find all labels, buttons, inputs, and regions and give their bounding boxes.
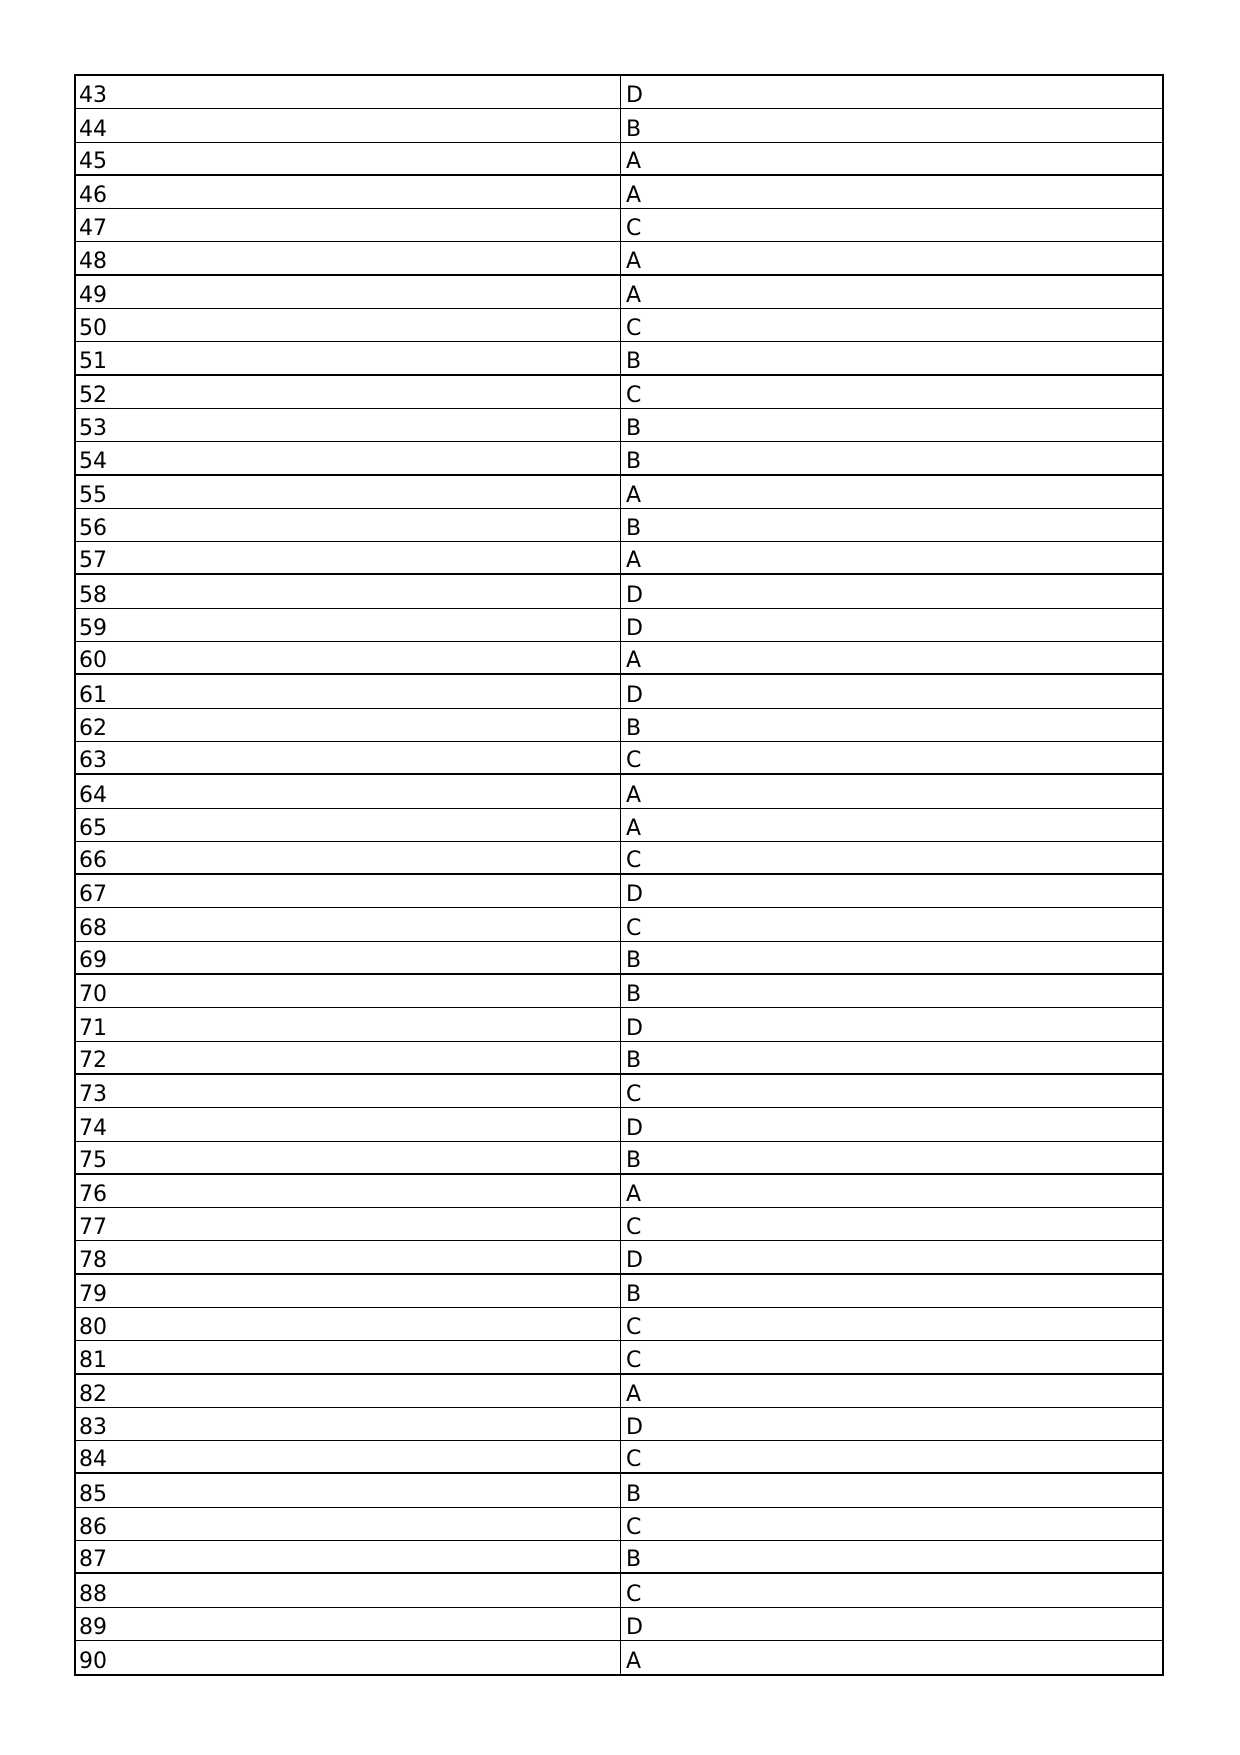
- table-row: [76, 875, 1162, 908]
- table-row: [76, 542, 1162, 575]
- question-number-cell: 60: [76, 642, 621, 673]
- answer-cell: A: [626, 1649, 642, 1675]
- table-row: [76, 376, 1162, 409]
- question-number-cell: 46: [76, 176, 621, 208]
- table-row: [76, 575, 1162, 608]
- answer-cell: A: [626, 548, 642, 574]
- question-number-cell: 79: [76, 1275, 621, 1307]
- question-number-cell: 74: [76, 1108, 621, 1140]
- answer-key-table: [74, 74, 1164, 1676]
- answer-cell: B: [626, 715, 642, 741]
- answer-cell: B: [626, 1147, 642, 1173]
- answer-cell: C: [626, 1447, 642, 1473]
- table-row: [76, 642, 1162, 675]
- question-number-cell: 84: [76, 1441, 621, 1472]
- table-row: [76, 1075, 1162, 1108]
- question-number-cell: 87: [76, 1541, 621, 1572]
- question-number-cell: 88: [76, 1574, 621, 1606]
- answer-cell: B: [626, 948, 642, 974]
- table-row: [76, 1574, 1162, 1607]
- question-number-cell: 51: [76, 342, 621, 373]
- question-number-cell: 83: [76, 1408, 621, 1440]
- table-row: [76, 709, 1162, 742]
- answer-cell: B: [626, 1547, 642, 1573]
- question-number-cell: 55: [76, 476, 621, 508]
- question-number-cell: 49: [76, 276, 621, 308]
- answer-cell: D: [626, 1614, 643, 1640]
- question-number-cell: 73: [76, 1075, 621, 1107]
- question-number-cell: 68: [76, 908, 621, 940]
- table-row: [76, 1341, 1162, 1374]
- question-number-cell: 72: [76, 1042, 621, 1073]
- table-row: [76, 842, 1162, 875]
- table-row: [76, 1175, 1162, 1208]
- table-row: [76, 1608, 1162, 1641]
- answer-cell: D: [626, 682, 643, 708]
- question-number-cell: 43: [76, 76, 621, 108]
- question-number-cell: 57: [76, 542, 621, 573]
- question-number-cell: 66: [76, 842, 621, 873]
- answer-cell: C: [626, 915, 642, 941]
- answer-cell: C: [626, 1347, 642, 1373]
- question-number-cell: 56: [76, 509, 621, 541]
- answer-cell: C: [626, 1315, 642, 1341]
- table-row: [76, 775, 1162, 808]
- table-row: [76, 309, 1162, 342]
- question-number-cell: 86: [76, 1508, 621, 1540]
- table-row: [76, 1541, 1162, 1574]
- question-number-cell: 67: [76, 875, 621, 907]
- question-number-cell: 45: [76, 143, 621, 174]
- answer-cell: D: [626, 1415, 643, 1441]
- table-row: [76, 1275, 1162, 1308]
- answer-cell: D: [626, 1115, 643, 1141]
- answer-cell: D: [626, 1247, 643, 1273]
- answer-cell: B: [626, 982, 642, 1008]
- question-number-cell: 44: [76, 109, 621, 141]
- table-row: [76, 1042, 1162, 1075]
- answer-cell: B: [626, 448, 642, 474]
- table-row: [76, 276, 1162, 309]
- table-row: [76, 509, 1162, 542]
- question-number-cell: 48: [76, 242, 621, 273]
- table-row: [76, 342, 1162, 375]
- answer-cell: A: [626, 1182, 642, 1208]
- question-number-cell: 50: [76, 309, 621, 341]
- question-number-cell: 69: [76, 942, 621, 973]
- table-row: [76, 242, 1162, 275]
- answer-cell: B: [626, 1481, 642, 1507]
- answer-cell: D: [626, 882, 643, 908]
- answer-cell: B: [626, 1047, 642, 1073]
- answer-cell: A: [626, 148, 642, 174]
- answer-cell: C: [626, 316, 642, 342]
- question-number-cell: 77: [76, 1208, 621, 1240]
- table-row: [76, 143, 1162, 176]
- table-row: [76, 1108, 1162, 1141]
- question-number-cell: 85: [76, 1474, 621, 1506]
- answer-cell: A: [626, 782, 642, 808]
- question-number-cell: 47: [76, 209, 621, 241]
- answer-cell: A: [626, 1381, 642, 1407]
- question-number-cell: 64: [76, 775, 621, 807]
- table-row: [76, 908, 1162, 941]
- table-row: [76, 975, 1162, 1008]
- table-row: [76, 476, 1162, 509]
- answer-cell: A: [626, 248, 642, 274]
- answer-cell: C: [626, 1581, 642, 1607]
- answer-cell: A: [626, 283, 642, 309]
- table-row: [76, 1441, 1162, 1474]
- table-row: [76, 1008, 1162, 1041]
- answer-cell: C: [626, 848, 642, 874]
- table-row: [76, 1408, 1162, 1441]
- answer-cell: C: [626, 748, 642, 774]
- question-number-cell: 82: [76, 1375, 621, 1407]
- table-row: [76, 675, 1162, 708]
- question-number-cell: 63: [76, 742, 621, 773]
- question-number-cell: 76: [76, 1175, 621, 1207]
- answer-cell: A: [626, 648, 642, 674]
- table-row: [76, 442, 1162, 475]
- question-number-cell: 90: [76, 1641, 621, 1674]
- answer-cell: A: [626, 482, 642, 508]
- question-number-cell: 59: [76, 609, 621, 641]
- answer-cell: A: [626, 183, 642, 209]
- question-number-cell: 70: [76, 975, 621, 1007]
- table-row: [76, 1641, 1162, 1674]
- answer-cell: D: [626, 616, 643, 642]
- table-row: [76, 1375, 1162, 1408]
- answer-cell: D: [626, 582, 643, 608]
- table-row: [76, 409, 1162, 442]
- table-row: [76, 1241, 1162, 1274]
- question-number-cell: 54: [76, 442, 621, 473]
- table-row: [76, 109, 1162, 142]
- question-number-cell: 53: [76, 409, 621, 441]
- answer-cell: B: [626, 1281, 642, 1307]
- question-number-cell: 58: [76, 575, 621, 607]
- answer-cell: C: [626, 1515, 642, 1541]
- question-number-cell: 65: [76, 809, 621, 841]
- table-row: [76, 176, 1162, 209]
- table-row: [76, 209, 1162, 242]
- answer-cell: B: [626, 348, 642, 374]
- table-row: [76, 1142, 1162, 1175]
- question-number-cell: 52: [76, 376, 621, 408]
- question-number-cell: 62: [76, 709, 621, 741]
- answer-cell: B: [626, 116, 642, 142]
- answer-cell: A: [626, 815, 642, 841]
- answer-cell: C: [626, 1215, 642, 1241]
- table-row: [76, 942, 1162, 975]
- table-row: [76, 1508, 1162, 1541]
- answer-cell: B: [626, 516, 642, 542]
- answer-cell: C: [626, 1082, 642, 1108]
- table-row: [76, 1474, 1162, 1507]
- table-row: [76, 742, 1162, 775]
- answer-cell: B: [626, 416, 642, 442]
- answer-cell: D: [626, 1015, 643, 1041]
- table-row: [76, 1208, 1162, 1241]
- answer-cell: D: [626, 83, 643, 109]
- table-row: [76, 809, 1162, 842]
- question-number-cell: 61: [76, 675, 621, 707]
- answer-cell: C: [626, 216, 642, 242]
- question-number-cell: 80: [76, 1308, 621, 1340]
- question-number-cell: 78: [76, 1241, 621, 1272]
- question-number-cell: 89: [76, 1608, 621, 1640]
- question-number-cell: 81: [76, 1341, 621, 1372]
- question-number-cell: 71: [76, 1008, 621, 1040]
- question-number-cell: 75: [76, 1142, 621, 1173]
- table-row: [76, 1308, 1162, 1341]
- answer-cell: C: [626, 382, 642, 408]
- table-row: [76, 76, 1162, 109]
- table-row: [76, 609, 1162, 642]
